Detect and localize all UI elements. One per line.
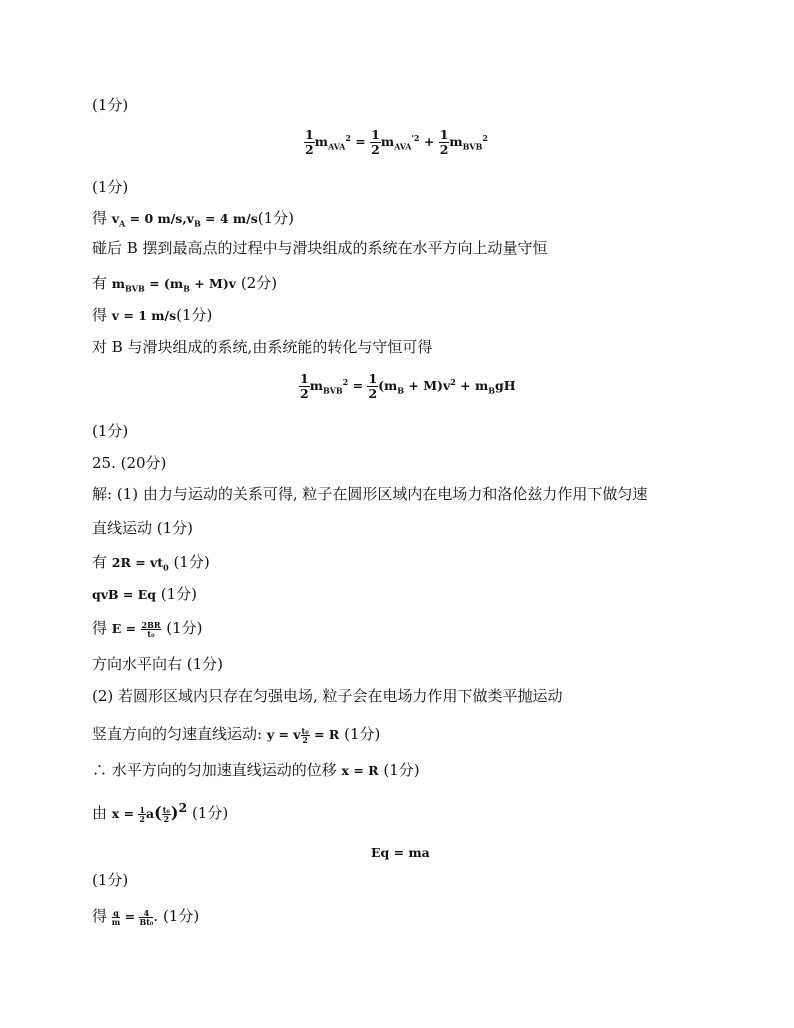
- text-energy-conservation: 对 B 与滑块组成的系统,由系统能的转化与守恒可得: [92, 338, 433, 356]
- score-note-3: (1分): [92, 422, 129, 440]
- fraction-4-Bt0: $\frac{4}{\text{Bt₀}}$: [139, 907, 154, 927]
- fraction-E: $\frac{2BR}{\text{t₀}}$: [141, 619, 161, 639]
- fraction-half-small: $\frac{1}{2}$: [139, 804, 145, 824]
- score-note-2: (1分): [92, 178, 129, 196]
- fraction-half: $\frac{1}{2}$: [368, 371, 378, 401]
- fraction-t0-half: $\frac{\text{t₀}}{2}$: [301, 725, 309, 745]
- score-note-4: (1分): [92, 871, 129, 889]
- direction-text: 方向水平向右 (1分): [92, 655, 224, 673]
- fraction-q-m: $\frac{q}{m}$: [111, 907, 121, 927]
- solution-part1-text: 解: (1) 由力与运动的关系可得, 粒子在圆形区域内在电场力和洛伦兹力作用下做匀速: [92, 485, 648, 503]
- score-note-1: (1分): [92, 96, 129, 114]
- equation-energy: $\frac{1}{2}$ $m_{BVB}^2$ = $\frac{1}{2}$ $(m_B + M)v^2 + m_BgH$: [300, 371, 516, 401]
- solution-part2-text: (2) 若圆形区域内只存在匀强电场, 粒子会在电场力作用下做类平抛运动: [92, 687, 563, 705]
- solution-part1-cont: 直线运动 (1分): [92, 519, 194, 537]
- fraction-half: $\frac{1}{2}$: [439, 127, 449, 157]
- equation-distance: 有 $2R = vt_0$ (1分): [92, 553, 210, 573]
- equation-vertical: 竖直方向的匀速直线运动: y = v $\frac{\text{t₀}}{2}$ = R (1分): [92, 725, 381, 745]
- equation-momentum: 有 $m_{BVB} = (m_B + M)v$ (2分): [92, 274, 278, 294]
- fraction-half: $\frac{1}{2}$: [371, 127, 380, 157]
- equation-momentum-energy: $\frac{1}{2}$ $m_{AVA}^2$ = $\frac{1}{2}$ $m_{AVA}^{'2}$ + $\frac{1}{2}$ $m_{BVB}^2$: [305, 127, 488, 157]
- text-momentum-conservation: 碰后 B 摆到最高点的过程中与滑块组成的系统在水平方向上动量守恒: [92, 239, 548, 257]
- result-E: 得 E = $\frac{2BR}{\text{t₀}}$ (1分): [92, 619, 203, 639]
- result-velocities: 得 $v_A = 0$ $m/s,v_B = 4$ m/s(1分): [92, 209, 295, 229]
- result-charge-mass: 得 $\frac{q}{m}$ = $\frac{4}{\text{Bt₀}}$ . (1分): [92, 907, 200, 927]
- fraction-half: $\frac{1}{2}$: [300, 371, 309, 401]
- equation-horizontal: ∴ 水平方向的匀加速直线运动的位移 x = R (1分): [92, 761, 420, 779]
- result-v: 得 v = 1 m/s(1分): [92, 306, 213, 324]
- equation-force-balance: qvB = Eq (1分): [92, 585, 198, 603]
- fraction-t0-half-2: $\frac{\text{t₀}}{2}$: [162, 804, 170, 824]
- equation-newton: Eq = ma: [371, 845, 430, 860]
- equation-displacement: 由 x = $\frac{1}{2}$ a( $\frac{\text{t₀}}{2}$ )$^2$ (1分): [92, 800, 229, 824]
- fraction-half: $\frac{1}{2}$: [305, 127, 314, 157]
- question-number: 25. (20分): [92, 454, 167, 472]
